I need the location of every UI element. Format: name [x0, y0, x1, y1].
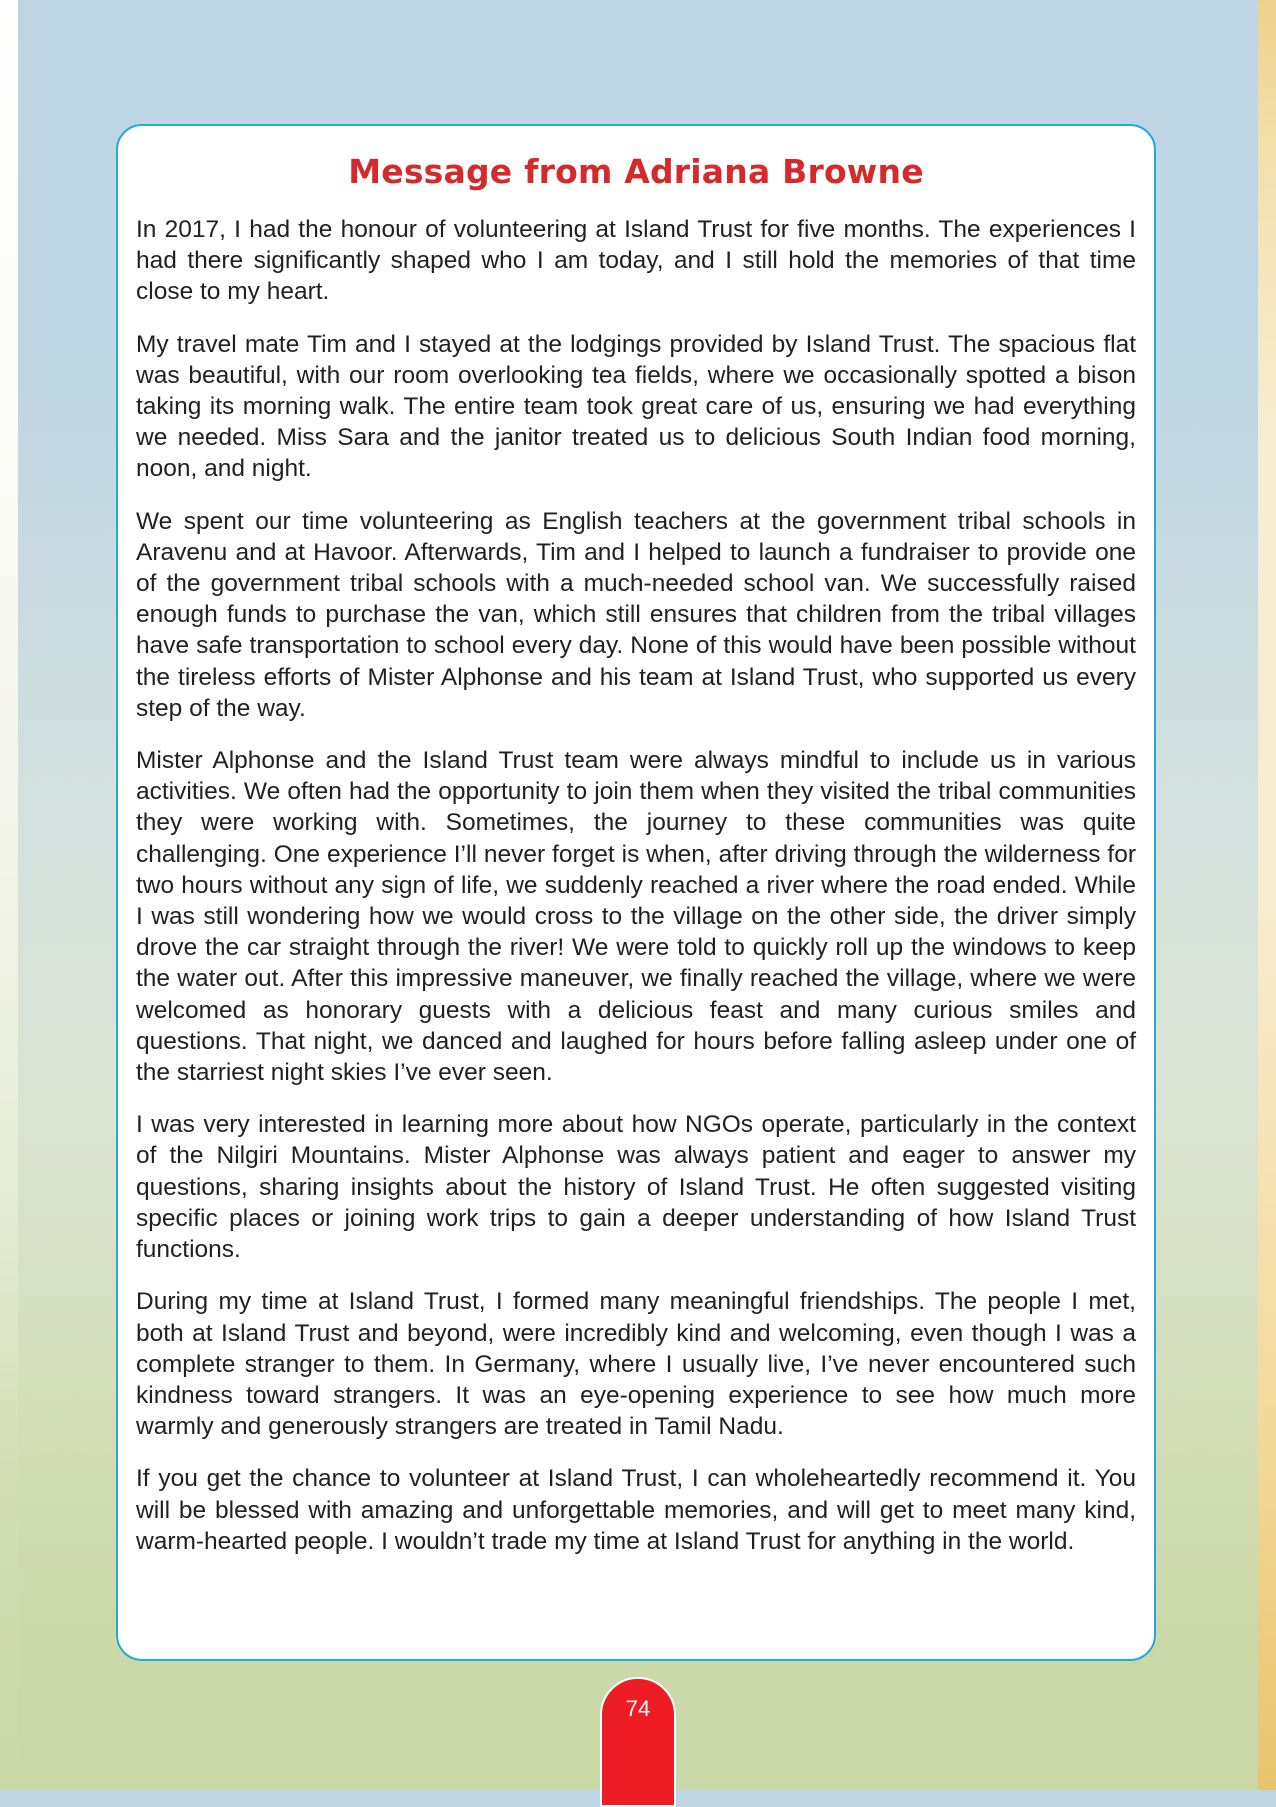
paragraph: In 2017, I had the honour of volunteering at Island Trust for five months. The experiences I had there significantly shaped who I am today, and I still hold the memories of that time close to my heart. — [136, 216, 1136, 306]
paragraph: If you get the chance to volunteer at Island Trust, I can wholeheartedly recommend it. You will be blessed with amazing and unforgettable memories, and will get to meet many kind, warm-hearted people. I wouldn’t trade my time at Island Trust for anything in the world. — [136, 1465, 1136, 1555]
message-box — [116, 124, 1156, 1661]
page-number: 74 — [625, 1696, 651, 1721]
page-right-edge-strip — [1258, 0, 1276, 1790]
paragraph: I was very interested in learning more about how NGOs operate, particularly in the context of the Nilgiri Mountains. Mister Alphonse was always patient and eager to answer my questions, sharing insights about the history of Island Trust. He often suggested visiting specific places or joining work trips to gain a deeper understanding of how Island Trust functions. — [136, 1111, 1136, 1264]
paragraph: During my time at Island Trust, I formed many meaningful friendships. The people I met, both at Island Trust and beyond, were incredibly kind and welcoming, even though I was a complete stranger to them. In Germany, where I usually live, I’ve never encountered such kindness toward strangers. It was an eye-opening experience to see how much more warmly and generously strangers are treated in Tamil Nadu. — [136, 1288, 1136, 1441]
page-left-margin — [0, 0, 18, 1790]
paragraph: My travel mate Tim and I stayed at the lodgings provided by Island Trust. The spacious flat was beautiful, with our room overlooking tea fields, where we occasionally spotted a bison taking its morning walk. The entire team took great care of us, ensuring we had everything we needed. Miss Sara and the janitor treated us to delicious South Indian food morning, noon, and night. — [136, 330, 1136, 483]
page-number-tab — [600, 1677, 676, 1807]
paragraph: Mister Alphonse and the Island Trust team were always mindful to include us in various activities. We often had the opportunity to join them when they visited the tribal communities they were working with. Sometimes, the journey to these communities was quite challenging. One experience I’ll never forget is when, after driving through the wilderness for two hours without any sign of life, we suddenly reached a river where the road ended. While I was still wondering how we would cross to the village on the other side, the driver simply drove the car straight through the river! We were told to quickly roll up the windows to keep the water out. After this impressive maneuver, we finally reached the village, where we were welcomed as honorary guests with a delicious feast and many curious smiles and questions. That night, we danced and laughed for hours before falling asleep under one of the starriest night skies I’ve ever seen. — [136, 747, 1136, 1087]
paragraph: We spent our time volunteering as English teachers at the government tribal schools in Aravenu and at Havoor. Afterwards, Tim and I helped to launch a fundraiser to provide one of the government tribal schools with a much-needed school van. We successfully raised enough funds to purchase the van, which still ensures that children from the tribal villages have safe transportation to school every day. None of this would have been possible without the tireless efforts of Mister Alphonse and his team at Island Trust, who supported us every step of the way. — [136, 507, 1136, 722]
message-body — [136, 214, 1136, 1578]
page-title: Message from Adriana Browne — [348, 152, 924, 191]
